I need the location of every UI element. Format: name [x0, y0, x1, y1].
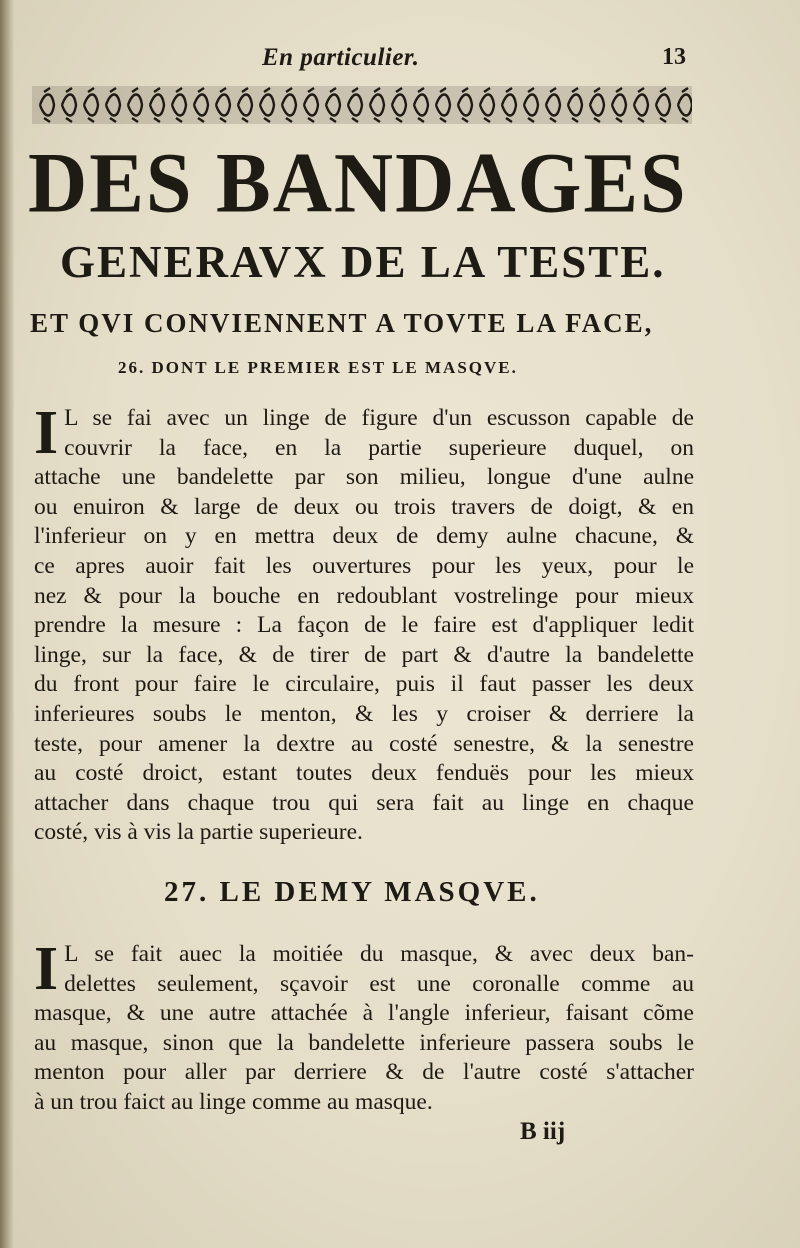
text-line: L se fai avec un linge de figure d'un escusson capable de: [64, 405, 694, 431]
section-heading-demy-masque: 27. LE DEMY MASQVE.: [164, 876, 540, 908]
page-binding-edge: [0, 0, 14, 1248]
subheading-face: ET QVI CONVIENNENT A TOVTE LA FACE,: [30, 308, 654, 338]
text-line: teste, pour amener la dextre au costé senestre, & la senestre: [34, 730, 694, 757]
text-line: couvrir la face, en la partie superieure duquel, on: [64, 434, 694, 461]
text-line: attacher dans chaque trou qui sera fait au linge en chaque: [34, 789, 694, 816]
paragraph-demy-masque: [34, 935, 694, 1118]
text-line: ou enuiron & large de deux ou trois travers de doigt, & en: [34, 493, 694, 520]
drop-cap: I: [34, 935, 59, 1003]
text-line: prendre la mesure : La façon de le faire est d'appliquer ledit: [34, 612, 694, 639]
text-line: inferieures soubs le menton, & les y croiser & derriere la: [34, 700, 694, 727]
page-subtitle: GENERAVX DE LA TESTE.: [60, 237, 666, 287]
text-line: delettes seulement, sçavoir est une coronalle comme au: [64, 970, 694, 997]
text-line: attache une bandelette par son milieu, longue d'une aulne: [34, 464, 694, 491]
text-line: au costé droict, estant toutes deux fenduës pour les mieux: [34, 760, 694, 787]
page-number: 13: [662, 44, 686, 70]
drop-cap: I: [34, 399, 59, 467]
text-line: du front pour faire le circulaire, puis il faut passer les deux: [34, 671, 694, 698]
subheading-masque: 26. DONT LE PREMIER EST LE MASQVE.: [118, 358, 518, 377]
running-head: En particulier.: [262, 44, 420, 71]
paragraph-masque: [34, 399, 694, 848]
text-line: linge, sur la face, & de tirer de part & d'autre la bandelette: [34, 641, 694, 668]
text-line: ce apres auoir fait les ouvertures pour les yeux, pour le: [34, 552, 694, 579]
text-line: masque, & une autre attachée à l'angle inferieur, faisant cõme: [34, 1000, 694, 1027]
text-line: L se fait auec la moitiée du masque, & avec deux ban-: [64, 941, 694, 967]
signature-mark: B iij: [520, 1118, 566, 1145]
text-line: à un trou faict au linge comme au masque.: [34, 1088, 433, 1115]
decorative-ornament-band: [32, 80, 692, 130]
page-title: DES BANDAGES: [28, 134, 688, 231]
text-line: nez & pour la bouche en redoublant vostrelinge pour mieux: [34, 582, 694, 609]
text-line: menton pour aller par derriere & de l'autre costé s'attacher: [34, 1059, 694, 1086]
text-line: l'inferieur on y en mettra deux de demy aulne chacune, &: [34, 523, 694, 550]
text-line: costé, vis à vis la partie superieure.: [34, 819, 363, 846]
text-line: au masque, sinon que la bandelette inferieure passera soubs le: [34, 1029, 694, 1056]
